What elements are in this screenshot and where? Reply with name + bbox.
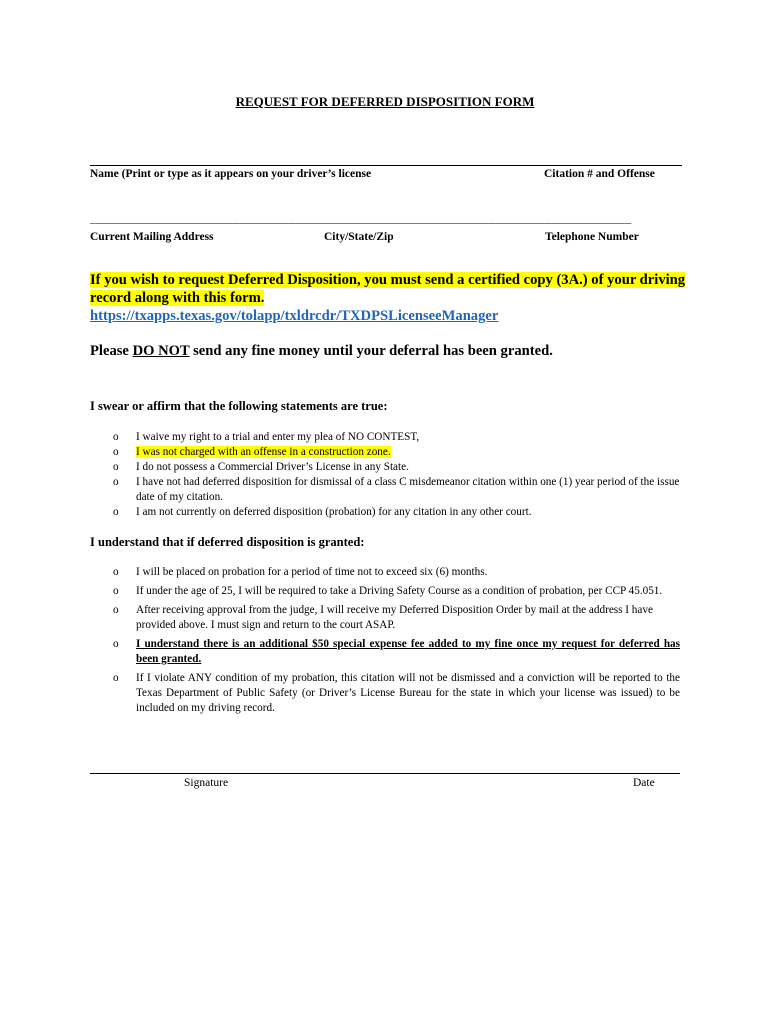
sworn-heading: I swear or affirm that the following statements are true:: [90, 399, 388, 413]
list-item-text: After receiving approval from the judge, I will receive my Deferred Disposition Order by mail at the address I have provided above. I must sign and return to the court ASAP.: [136, 604, 653, 631]
bullet-marker: o: [113, 566, 119, 578]
signature-line: [90, 773, 680, 774]
list-item: [90, 505, 680, 520]
date-label: Date: [633, 777, 655, 789]
bullet-marker: o: [113, 506, 119, 518]
list-item-text: If under the age of 25, I will be required to take a Driving Safety Course as a condition of probation, per CCP 45.051.: [136, 585, 663, 597]
warning-prefix: Please: [90, 343, 133, 359]
list-item-text: I am not currently on deferred disposition (probation) for any citation in any other court.: [136, 506, 532, 518]
bullet-marker: o: [113, 446, 119, 458]
list-item-text: I was not charged with an offense in a construction zone.: [136, 446, 391, 458]
list-item-text: I have not had deferred disposition for dismissal of a class C misdemeanor citation within one (1) year period of the issue date of my citation.: [136, 476, 680, 503]
bullet-marker: o: [113, 604, 119, 616]
warning-emphasis: DO NOT: [132, 343, 190, 359]
phone-label: Telephone Number: [545, 231, 639, 243]
list-item: [90, 460, 680, 475]
notice-block: [90, 271, 690, 325]
list-item-text: I do not possess a Commercial Driver’s License in any State.: [136, 461, 409, 473]
form-title: REQUEST FOR DEFERRED DISPOSITION FORM: [235, 94, 535, 109]
bullet-marker: o: [113, 585, 119, 597]
driving-record-link[interactable]: https://txapps.texas.gov/tolapp/txldrcdr/TXDPSLicenseeManager: [90, 308, 499, 324]
understand-list: [90, 565, 680, 720]
name-line: [90, 165, 682, 166]
list-item-text: I understand there is an additional $50 special expense fee added to my fine once my request for deferred has been granted.: [136, 638, 680, 665]
signature-label: Signature: [184, 777, 229, 789]
fine-warning: [90, 343, 553, 360]
list-item-text: I will be placed on probation for a period of time not to exceed six (6) months.: [136, 566, 488, 578]
sworn-list: [90, 430, 680, 520]
address-line: _______________________________________________________________________________________________: [90, 213, 632, 225]
list-item-text: I waive my right to a trial and enter my plea of NO CONTEST,: [136, 431, 420, 443]
notice-text: If you wish to request Deferred Disposition, you must send a certified copy (3A.) of your driving record along with this form.: [90, 272, 686, 306]
list-item: [90, 584, 680, 599]
list-item: [90, 475, 680, 505]
list-item-text: If I violate ANY condition of my probation, this citation will not be dismissed and a conviction will be reported to the Texas Department of Public Safety (or Driver’s License Bureau for the state in which your license was issued) to be included on my driving record.: [136, 672, 680, 714]
city-label: City/State/Zip: [324, 231, 394, 243]
address-label: Current Mailing Address: [90, 231, 214, 243]
list-item: [90, 603, 680, 633]
citation-label: Citation # and Offense: [544, 168, 655, 180]
bullet-marker: o: [113, 431, 119, 443]
list-item: [90, 430, 680, 445]
bullet-marker: o: [113, 638, 119, 650]
list-item: [90, 445, 680, 460]
list-item: [90, 565, 680, 580]
name-label: Name (Print or type as it appears on your driver’s license: [90, 168, 372, 180]
list-item: [90, 637, 680, 667]
understand-heading: I understand that if deferred disposition is granted:: [90, 535, 365, 549]
bullet-marker: o: [113, 672, 119, 684]
bullet-marker: o: [113, 461, 119, 473]
warning-suffix: send any fine money until your deferral has been granted.: [189, 343, 553, 359]
list-item: [90, 671, 680, 716]
bullet-marker: o: [113, 476, 119, 488]
